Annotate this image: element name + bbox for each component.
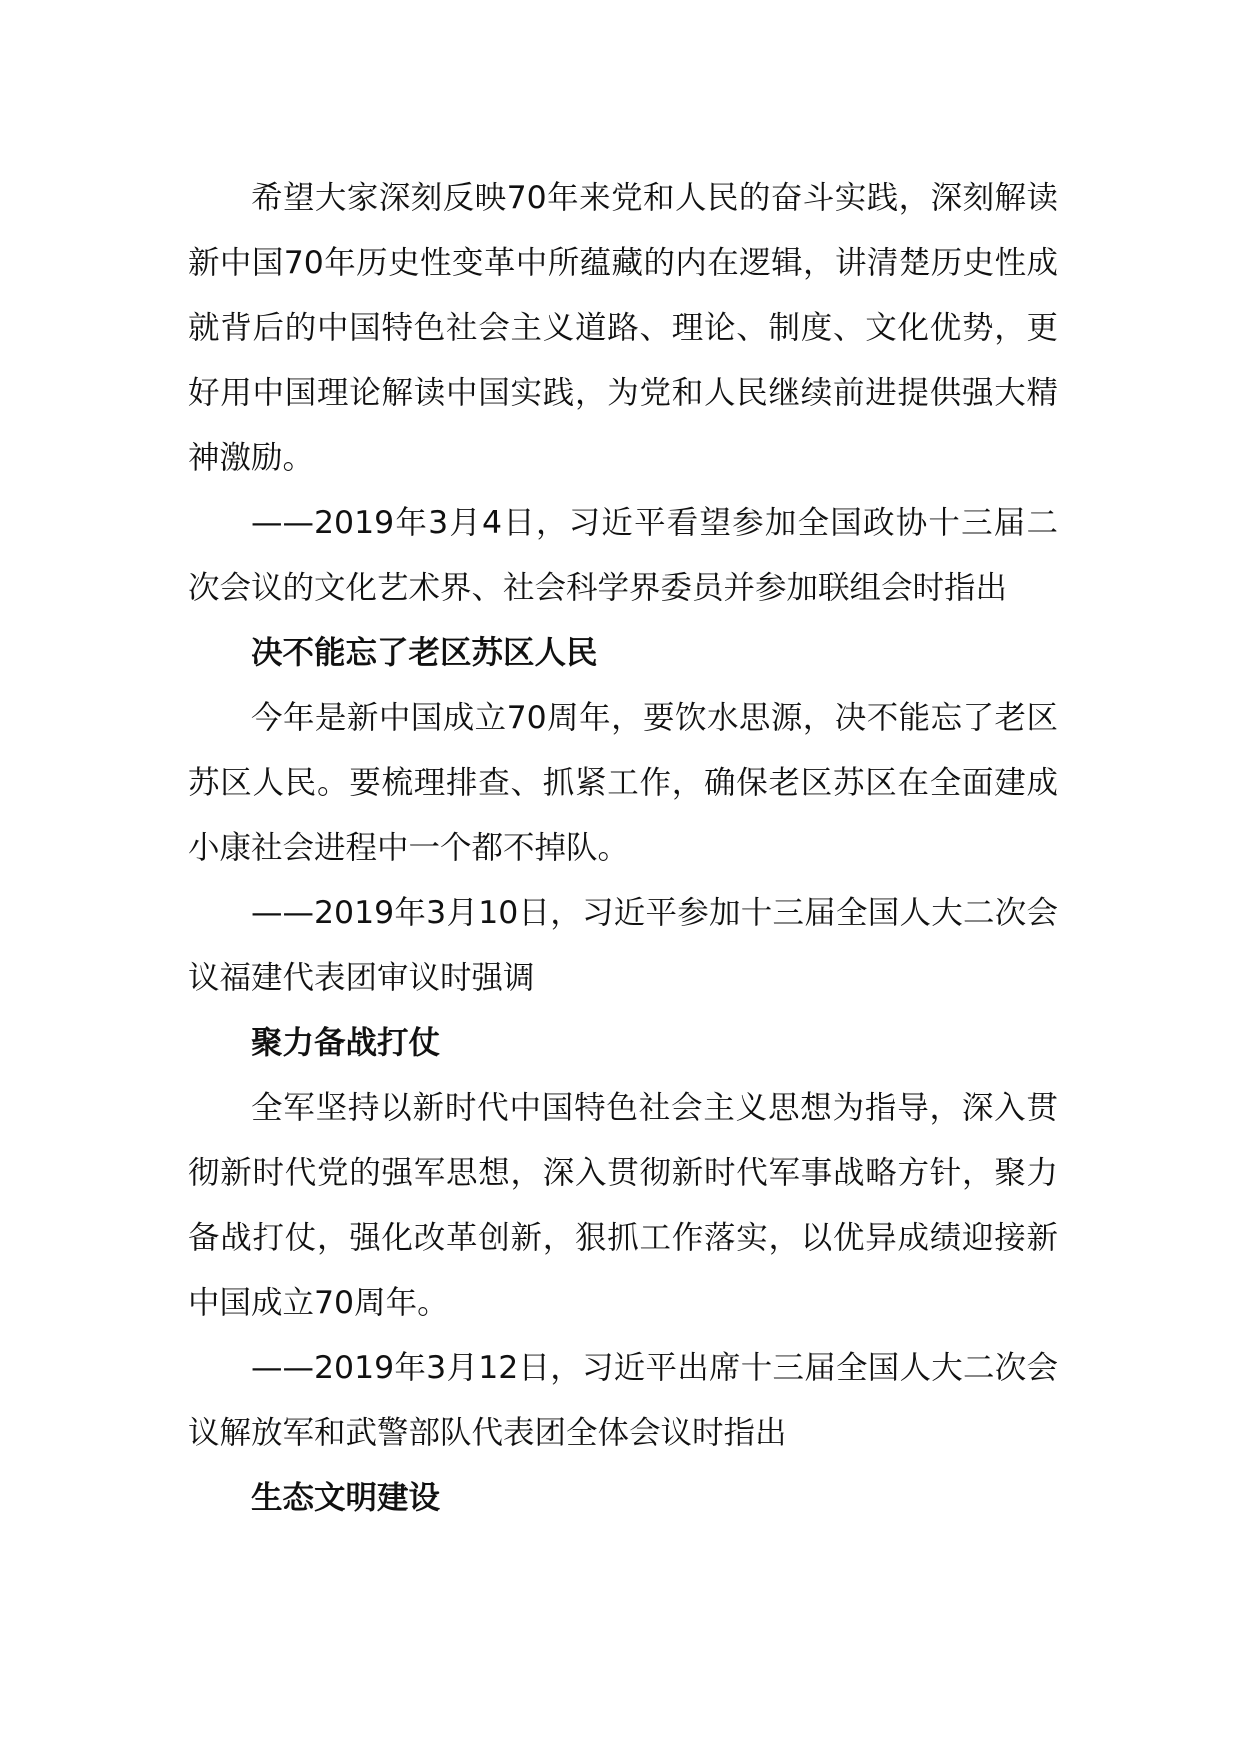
paragraph-3: 全军坚持以新时代中国特色社会主义思想为指导，深入贯彻新时代党的强军思想，深入贯彻新时代军事战略方针，聚力备战打仗，强化改革创新，狠抓工作落实，以优异成绩迎接新中国成立70周年。 — [188, 1090, 1058, 1321]
source-line-2: ——2019年3月10日，习近平参加十三届全国人大二次会议福建代表团审议时强调 — [188, 895, 1058, 996]
section-heading-2: 聚力备战打仗 — [251, 1025, 441, 1061]
paragraph-1: 希望大家深刻反映70年来党和人民的奋斗实践，深刻解读新中国70年历史性变革中所蕴藏的内在逻辑，讲清楚历史性成就背后的中国特色社会主义道路、理论、制度、文化优势，更好用中国理论解读中国实践，为党和人民继续前进提供强大精神激励。 — [188, 180, 1058, 476]
document-body — [188, 166, 1058, 1531]
source-line-3: ——2019年3月12日，习近平出席十三届全国人大二次会议解放军和武警部队代表团全体会议时指出 — [188, 1350, 1058, 1451]
section-heading-1: 决不能忘了老区苏区人民 — [251, 635, 598, 671]
section-heading-3: 生态文明建设 — [251, 1480, 441, 1516]
source-line-1: ——2019年3月4日，习近平看望参加全国政协十三届二次会议的文化艺术界、社会科学界委员并参加联组会时指出 — [188, 505, 1058, 606]
paragraph-2: 今年是新中国成立70周年，要饮水思源，决不能忘了老区苏区人民。要梳理排查、抓紧工作，确保老区苏区在全面建成小康社会进程中一个都不掉队。 — [188, 700, 1058, 866]
